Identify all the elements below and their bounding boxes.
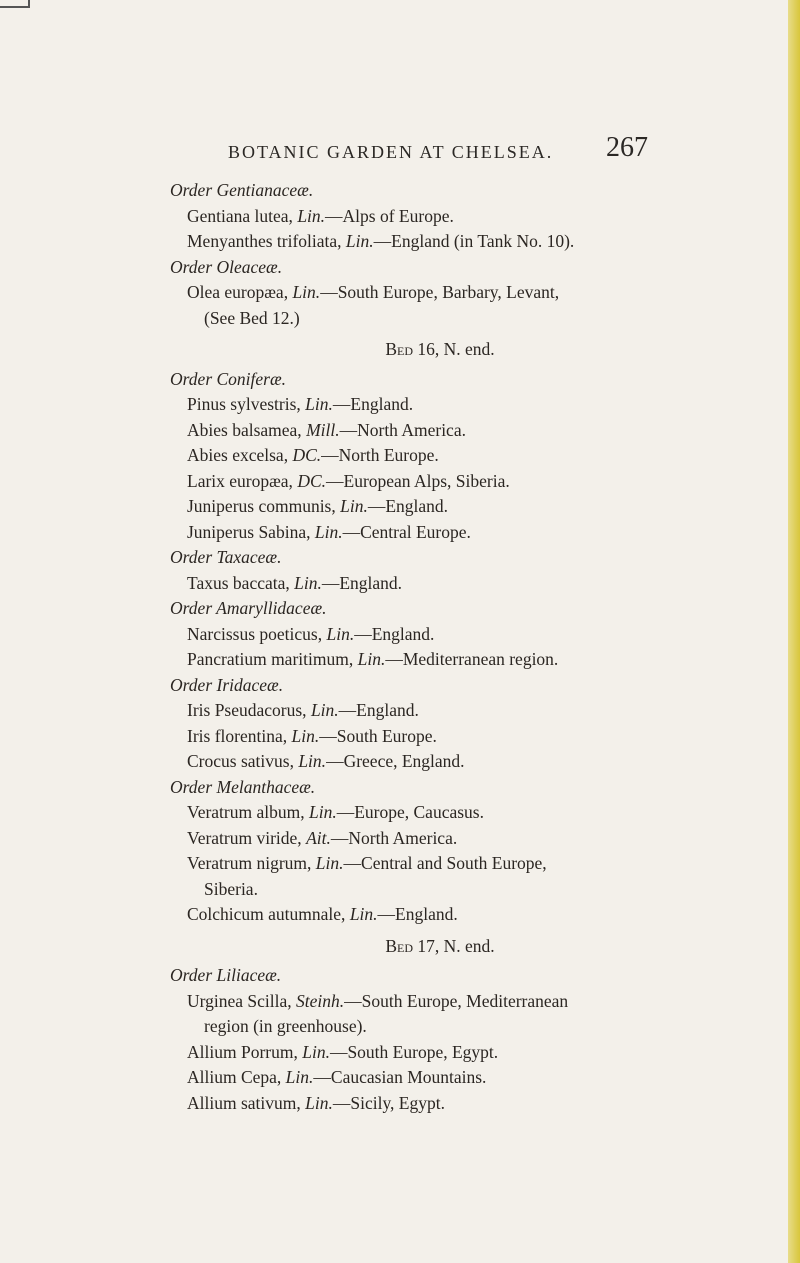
distribution: —South Europe, Egypt.	[329, 1041, 499, 1062]
species-entry	[170, 902, 670, 928]
species-entry	[170, 698, 670, 724]
order-heading: Order Gentianaceæ.	[170, 180, 314, 200]
authority: Lin.	[292, 282, 321, 302]
species-entry	[170, 229, 670, 255]
distribution: —North America.	[339, 419, 466, 440]
authority: Lin.	[294, 572, 322, 593]
species-name: Crocus sativus,	[187, 751, 299, 771]
catalogue-text	[170, 178, 670, 1116]
distribution: —North Europe.	[321, 445, 439, 465]
distribution: —South Europe.	[319, 725, 437, 746]
authority: Lin.	[305, 394, 333, 414]
species-entry	[170, 469, 670, 495]
bed-location: 16, N. end.	[413, 339, 495, 359]
species-entry	[170, 1065, 670, 1091]
authority: Lin.	[326, 623, 355, 644]
species-entry	[170, 647, 670, 673]
distribution: —European Alps, Siberia.	[326, 470, 510, 491]
order-heading: Order Iridaceæ.	[170, 674, 284, 695]
species-name: Iris florentina,	[187, 725, 292, 746]
distribution: —South Europe, Mediterranean	[344, 990, 569, 1011]
distribution: —England.	[321, 572, 403, 593]
species-entry	[170, 826, 670, 852]
authority: Lin.	[305, 1092, 333, 1113]
bed-label: Bed	[385, 339, 413, 359]
bed-location: 17, N. end.	[413, 935, 495, 956]
authority: Ait.	[306, 827, 331, 848]
species-entry	[170, 622, 670, 648]
distribution: —Alps of Europe.	[325, 205, 454, 226]
authority: Lin.	[315, 853, 344, 873]
species-name: Veratrum album,	[187, 802, 309, 822]
authority: Lin.	[302, 1041, 330, 1062]
species-name: Allium Cepa,	[187, 1067, 286, 1087]
distribution: —Central Europe.	[342, 521, 471, 542]
authority: Lin.	[340, 496, 368, 516]
species-name: Iris Pseudacorus,	[187, 700, 311, 720]
distribution: —England.	[377, 904, 458, 924]
bed-heading	[170, 934, 670, 960]
distribution: —Greece, England.	[326, 751, 465, 771]
entry-continuation: (See Bed 12.)	[204, 307, 300, 328]
species-name: Gentiana lutea,	[187, 205, 298, 226]
species-name: Narcissus poeticus,	[187, 623, 327, 644]
bed-label: Bed	[385, 935, 413, 956]
page-header	[200, 132, 660, 172]
page-edge-strip	[788, 0, 800, 1263]
species-name: Larix europæa,	[187, 470, 298, 491]
order-heading: Order Coniferæ.	[170, 368, 287, 389]
species-entry	[170, 1040, 670, 1066]
authority: Steinh.	[296, 990, 345, 1011]
species-entry	[170, 392, 670, 418]
distribution: —England.	[367, 496, 449, 516]
order-heading: Order Amaryllidaceæ.	[170, 598, 327, 618]
page-number: 267	[606, 132, 648, 163]
order-heading: Order Liliaceæ.	[170, 965, 282, 985]
species-name: Taxus baccata,	[187, 572, 295, 593]
order-heading: Order Oleaceæ.	[170, 256, 283, 277]
running-title: BOTANIC GARDEN AT CHELSEA.	[228, 142, 554, 162]
order-heading: Order Taxaceæ.	[170, 547, 282, 567]
species-entry	[170, 443, 670, 469]
authority: Lin.	[349, 904, 378, 924]
authority: Lin.	[357, 649, 386, 669]
authority: Lin.	[297, 205, 326, 226]
species-name: Pinus sylvestris,	[187, 394, 306, 414]
bed-heading	[170, 337, 670, 363]
species-entry	[170, 520, 670, 546]
species-entry	[170, 749, 670, 775]
species-name: Veratrum nigrum,	[187, 853, 316, 873]
species-entry	[170, 724, 670, 750]
species-name: Abies balsamea,	[187, 419, 307, 440]
authority: DC.	[292, 445, 322, 465]
authority: Lin.	[308, 802, 337, 822]
distribution: —Central and South Europe,	[343, 853, 547, 873]
species-name: Juniperus communis,	[187, 496, 341, 516]
species-name: Olea europæa,	[187, 282, 293, 302]
authority: Lin.	[291, 725, 320, 746]
order-heading: Order Melanthaceæ.	[170, 776, 316, 797]
species-name: Abies excelsa,	[187, 445, 293, 465]
species-entry	[170, 571, 670, 597]
distribution: —Sicily, Egypt.	[332, 1092, 445, 1113]
distribution: —England (in Tank No. 10).	[373, 231, 575, 251]
distribution: —North America.	[330, 827, 458, 848]
authority: Lin.	[314, 521, 343, 542]
authority: Lin.	[345, 231, 374, 251]
species-entry	[170, 204, 670, 230]
distribution: —England.	[332, 394, 414, 414]
species-entry	[170, 851, 670, 877]
species-entry	[170, 494, 670, 520]
species-entry	[170, 280, 670, 306]
species-entry	[170, 989, 670, 1015]
authority: Lin.	[310, 700, 339, 720]
distribution: —Mediterranean region.	[385, 649, 559, 669]
species-name: Veratrum viride,	[187, 827, 307, 848]
species-name: Pancratium maritimum,	[187, 649, 358, 669]
entry-continuation: region (in greenhouse).	[204, 1016, 367, 1036]
entry-continuation: Siberia.	[204, 878, 258, 899]
species-name: Menyanthes trifoliata,	[187, 231, 346, 251]
species-name: Colchicum autumnale,	[187, 904, 350, 924]
distribution: —England.	[354, 623, 435, 644]
page-corner-mark	[0, 0, 30, 8]
distribution: —South Europe, Barbary, Levant,	[320, 282, 560, 302]
authority: Mill.	[306, 419, 340, 440]
species-name: Urginea Scilla,	[187, 990, 297, 1011]
authority: DC.	[297, 470, 326, 491]
distribution: —Caucasian Mountains.	[313, 1067, 487, 1087]
species-name: Juniperus Sabina,	[187, 521, 315, 542]
distribution: —England.	[338, 700, 419, 720]
species-entry	[170, 800, 670, 826]
distribution: —Europe, Caucasus.	[336, 802, 484, 822]
species-name: Allium Porrum,	[187, 1041, 303, 1062]
species-entry	[170, 418, 670, 444]
species-entry	[170, 1091, 670, 1117]
species-name: Allium sativum,	[187, 1092, 306, 1113]
authority: Lin.	[298, 751, 327, 771]
authority: Lin.	[285, 1067, 314, 1087]
